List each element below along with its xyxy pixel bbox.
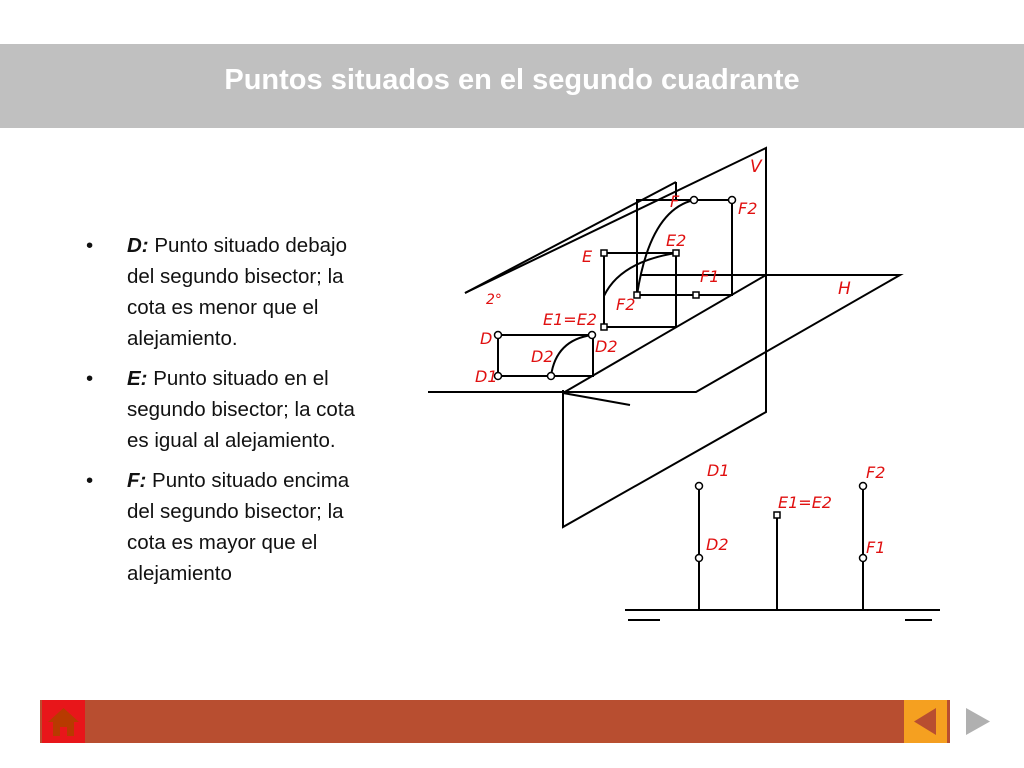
title-bar <box>0 44 1024 128</box>
bullet-marker: • <box>86 234 94 257</box>
label-f: F <box>670 192 680 211</box>
bullet-item-e <box>84 363 374 456</box>
bullet-list <box>84 230 374 598</box>
label-bisector: 2° <box>486 292 502 308</box>
label-proj-d1: D1 <box>707 461 730 480</box>
point-marker <box>601 324 607 330</box>
proj-point-d1 <box>696 483 703 490</box>
point-marker <box>495 332 502 339</box>
point-marker <box>601 250 607 256</box>
label-proj-d2: D2 <box>706 535 729 554</box>
proj-point-e <box>774 512 780 518</box>
point-marker <box>693 292 699 298</box>
point-d-arc <box>551 335 592 376</box>
label-e: E <box>582 247 593 266</box>
bullet-item-d <box>84 230 374 354</box>
label-d: D <box>480 329 493 348</box>
arrow-left-icon <box>904 700 947 743</box>
point-marker <box>691 197 698 204</box>
proj-point-d2 <box>696 555 703 562</box>
arrow-right-icon <box>958 700 998 743</box>
bullet-item-f <box>84 465 374 589</box>
label-plane-h: H <box>838 279 851 299</box>
label-e2: E2 <box>666 231 687 250</box>
bullet-text: Punto situado en el segundo bisector; la cota es igual al alejamiento. <box>127 367 355 452</box>
label-proj-f2: F2 <box>866 463 886 482</box>
footer-bar <box>40 700 996 743</box>
nav-divider <box>950 700 958 743</box>
prev-button[interactable] <box>904 700 947 743</box>
bullet-key: D: <box>127 234 149 257</box>
label-d1: D1 <box>475 367 498 386</box>
label-d2: D2 <box>531 347 554 366</box>
page-title: Puntos situados en el segundo cuadrante <box>224 64 800 96</box>
bullet-text: Punto situado debajo del segundo bisector; la cota es menor que el alejamiento. <box>127 234 347 350</box>
label-proj-f1: F1 <box>866 538 886 557</box>
label-f2: F2 <box>738 199 758 218</box>
bullet-key: E: <box>127 367 148 390</box>
bisector-edge <box>465 182 676 293</box>
quadrant-diagram <box>420 140 950 640</box>
proj-point-f2 <box>860 483 867 490</box>
next-button[interactable] <box>958 700 998 743</box>
point-marker <box>673 250 679 256</box>
home-icon <box>42 700 85 743</box>
bullet-marker: • <box>86 367 94 390</box>
label-proj-e1e2: E1=E2 <box>778 493 832 512</box>
point-marker <box>729 197 736 204</box>
label-e1-e2: E1=E2 <box>543 310 597 329</box>
home-button[interactable] <box>42 700 85 743</box>
bisector-edge-lower <box>563 393 630 405</box>
label-f2-bottom: F2 <box>616 295 636 314</box>
label-d2-right: D2 <box>595 337 618 356</box>
label-f1: F1 <box>700 267 720 286</box>
point-marker <box>548 373 555 380</box>
bullet-key: F: <box>127 469 147 492</box>
bullet-text: Punto situado encima del segundo bisector; la cota es mayor que el alejamiento <box>127 469 350 585</box>
label-plane-v: V <box>750 157 762 177</box>
bullet-marker: • <box>86 469 94 492</box>
